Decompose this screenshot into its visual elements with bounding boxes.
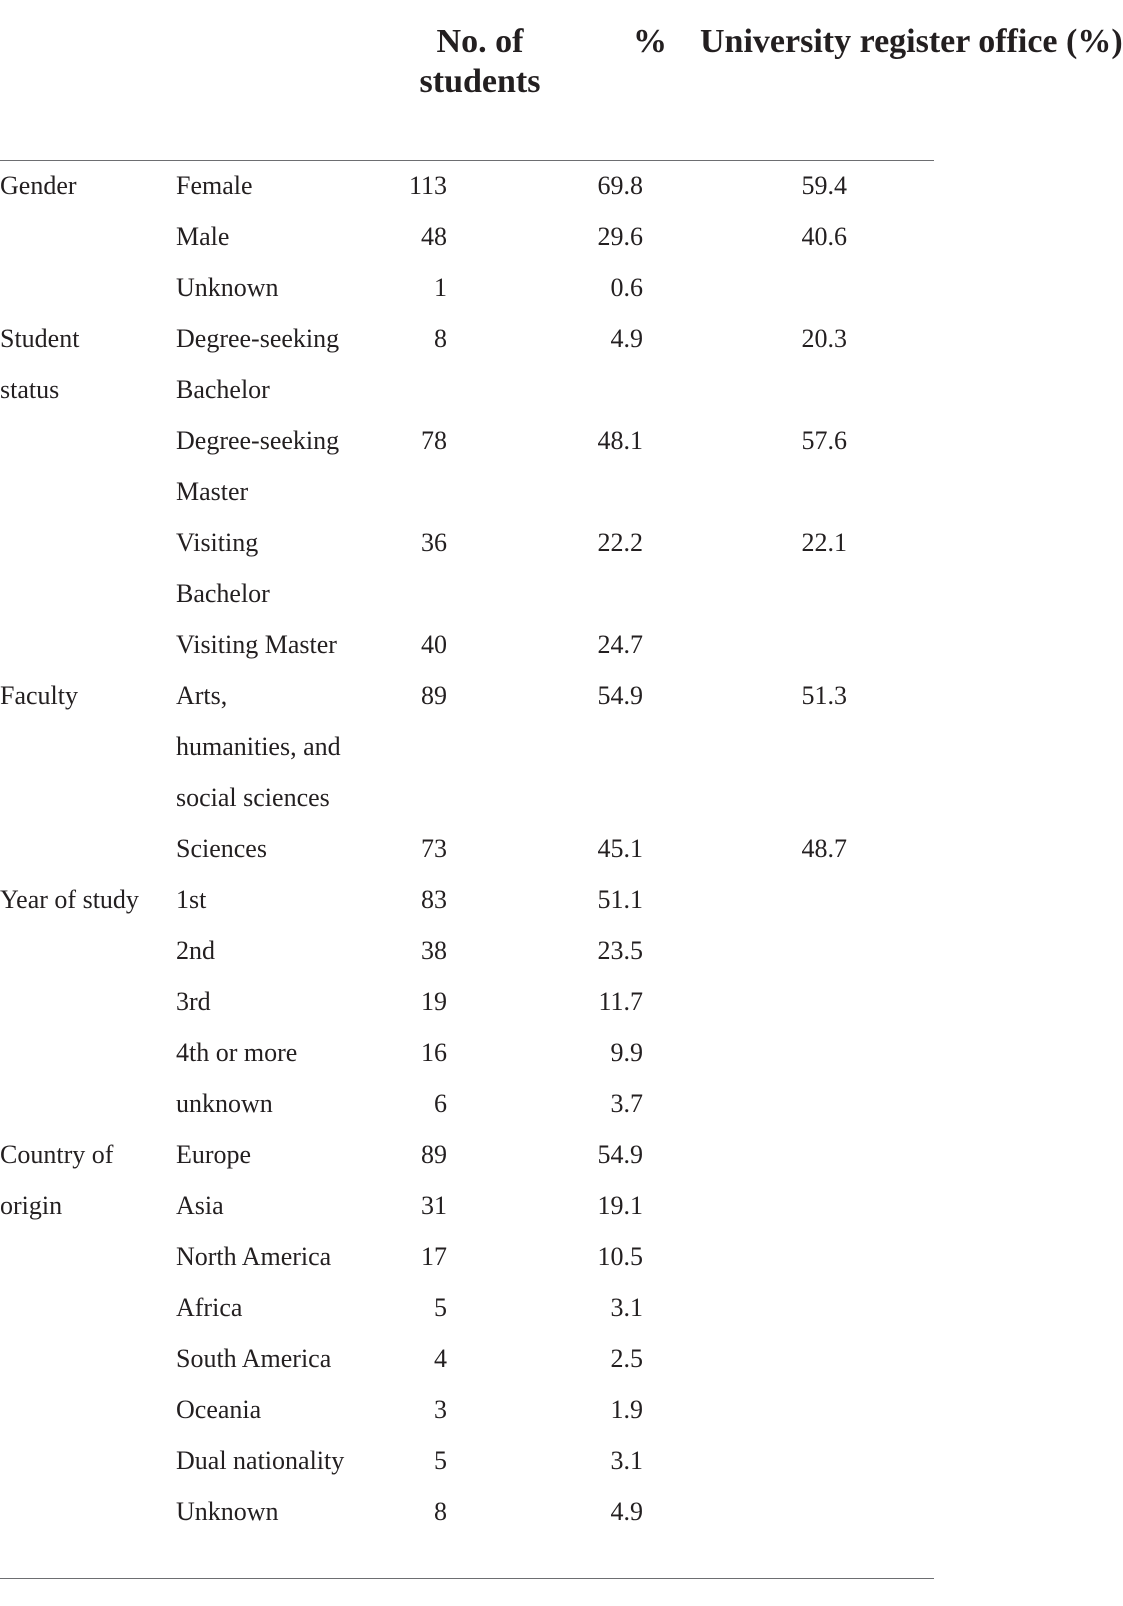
row-category: Unknown bbox=[176, 1497, 279, 1526]
table-row bbox=[0, 211, 934, 262]
row-student-count: 1 bbox=[434, 273, 447, 302]
row-percent: 10.5 bbox=[597, 1242, 643, 1271]
row-percent: 3.1 bbox=[610, 1293, 643, 1322]
group-label: Year of study bbox=[0, 885, 139, 914]
row-register-office-percent: 20.3 bbox=[801, 324, 847, 353]
row-category: Arts, humanities, and social sciences bbox=[176, 681, 341, 812]
table-row bbox=[0, 1078, 934, 1129]
row-register-office-percent: 40.6 bbox=[801, 222, 847, 251]
row-percent: 9.9 bbox=[610, 1038, 643, 1067]
table-row bbox=[0, 1231, 934, 1282]
table-row bbox=[0, 823, 934, 874]
row-student-count: 19 bbox=[421, 987, 447, 1016]
row-category: South America bbox=[176, 1344, 332, 1373]
row-student-count: 5 bbox=[434, 1293, 447, 1322]
row-student-count: 48 bbox=[421, 222, 447, 251]
table-row bbox=[0, 1384, 934, 1435]
row-student-count: 89 bbox=[421, 681, 447, 710]
row-category: Oceania bbox=[176, 1395, 262, 1424]
row-category: Visiting Master bbox=[176, 630, 337, 659]
column-header-percent: % bbox=[633, 23, 667, 60]
row-percent: 45.1 bbox=[597, 834, 643, 863]
table-row bbox=[0, 1180, 934, 1231]
row-student-count: 89 bbox=[421, 1140, 447, 1169]
row-category: Degree-seeking Bachelor bbox=[176, 324, 340, 404]
row-percent: 29.6 bbox=[597, 222, 643, 251]
row-student-count: 8 bbox=[434, 324, 447, 353]
table-row bbox=[0, 1333, 934, 1384]
row-student-count: 31 bbox=[421, 1191, 447, 1220]
table-row bbox=[0, 160, 934, 211]
row-category: Degree-seeking Master bbox=[176, 426, 340, 506]
row-student-count: 40 bbox=[421, 630, 447, 659]
row-student-count: 16 bbox=[421, 1038, 447, 1067]
row-percent: 19.1 bbox=[597, 1191, 643, 1220]
row-category: Female bbox=[176, 171, 253, 200]
table-row bbox=[0, 415, 934, 517]
row-percent: 51.1 bbox=[597, 885, 643, 914]
row-percent: 69.8 bbox=[597, 171, 643, 200]
row-register-office-percent: 22.1 bbox=[801, 528, 847, 557]
row-category: Sciences bbox=[176, 834, 267, 863]
group-label: Gender bbox=[0, 171, 77, 200]
row-student-count: 4 bbox=[434, 1344, 447, 1373]
row-percent: 3.7 bbox=[610, 1089, 643, 1118]
row-percent: 11.7 bbox=[598, 987, 643, 1016]
row-category: 1st bbox=[176, 885, 207, 914]
table-row bbox=[0, 925, 934, 976]
row-percent: 48.1 bbox=[597, 426, 643, 455]
row-student-count: 5 bbox=[434, 1446, 447, 1475]
row-student-count: 6 bbox=[434, 1089, 447, 1118]
table-row bbox=[0, 1486, 934, 1537]
group-label: Student status bbox=[0, 324, 80, 404]
table-row bbox=[0, 1129, 934, 1180]
row-percent: 1.9 bbox=[610, 1395, 643, 1424]
row-student-count: 73 bbox=[421, 834, 447, 863]
row-student-count: 113 bbox=[408, 171, 447, 200]
row-student-count: 36 bbox=[421, 528, 447, 557]
row-category: 2nd bbox=[176, 936, 215, 965]
table-row bbox=[0, 874, 934, 925]
row-student-count: 17 bbox=[421, 1242, 447, 1271]
row-percent: 23.5 bbox=[597, 936, 643, 965]
group-label: Faculty bbox=[0, 681, 78, 710]
row-category: Asia bbox=[176, 1191, 224, 1220]
row-percent: 2.5 bbox=[610, 1344, 643, 1373]
row-percent: 24.7 bbox=[597, 630, 643, 659]
table-row bbox=[0, 976, 934, 1027]
row-category: unknown bbox=[176, 1089, 273, 1118]
row-percent: 54.9 bbox=[597, 1140, 643, 1169]
table-row bbox=[0, 1435, 934, 1486]
table-bottom-divider bbox=[0, 1578, 934, 1579]
table-row bbox=[0, 517, 934, 619]
row-category: Europe bbox=[176, 1140, 252, 1169]
row-category: 3rd bbox=[176, 987, 211, 1016]
row-register-office-percent: 48.7 bbox=[801, 834, 847, 863]
row-student-count: 8 bbox=[434, 1497, 447, 1526]
table-row bbox=[0, 313, 934, 415]
row-student-count: 38 bbox=[421, 936, 447, 965]
row-category: Unknown bbox=[176, 273, 279, 302]
row-register-office-percent: 51.3 bbox=[801, 681, 847, 710]
table-row bbox=[0, 619, 934, 670]
row-register-office-percent: 59.4 bbox=[801, 171, 847, 200]
group-label: Country of origin bbox=[0, 1140, 114, 1220]
row-percent: 22.2 bbox=[597, 528, 643, 557]
row-percent: 4.9 bbox=[610, 1497, 643, 1526]
row-percent: 4.9 bbox=[610, 324, 643, 353]
table-row bbox=[0, 1282, 934, 1333]
row-category: Male bbox=[176, 222, 230, 251]
row-student-count: 83 bbox=[421, 885, 447, 914]
table-row bbox=[0, 262, 934, 313]
table-row bbox=[0, 1027, 934, 1078]
row-category: Visiting Bachelor bbox=[176, 528, 270, 608]
row-category: Africa bbox=[176, 1293, 243, 1322]
row-percent: 0.6 bbox=[610, 273, 643, 302]
row-register-office-percent: 57.6 bbox=[801, 426, 847, 455]
row-student-count: 3 bbox=[434, 1395, 447, 1424]
row-percent: 3.1 bbox=[610, 1446, 643, 1475]
row-percent: 54.9 bbox=[597, 681, 643, 710]
row-category: Dual nationality bbox=[176, 1446, 345, 1475]
row-category: 4th or more bbox=[176, 1038, 298, 1067]
row-category: North America bbox=[176, 1242, 332, 1271]
column-header-register-office: University register office (%) bbox=[700, 23, 1123, 60]
table-row bbox=[0, 670, 934, 823]
column-header-students-count: No. of students bbox=[419, 23, 541, 100]
row-student-count: 78 bbox=[421, 426, 447, 455]
